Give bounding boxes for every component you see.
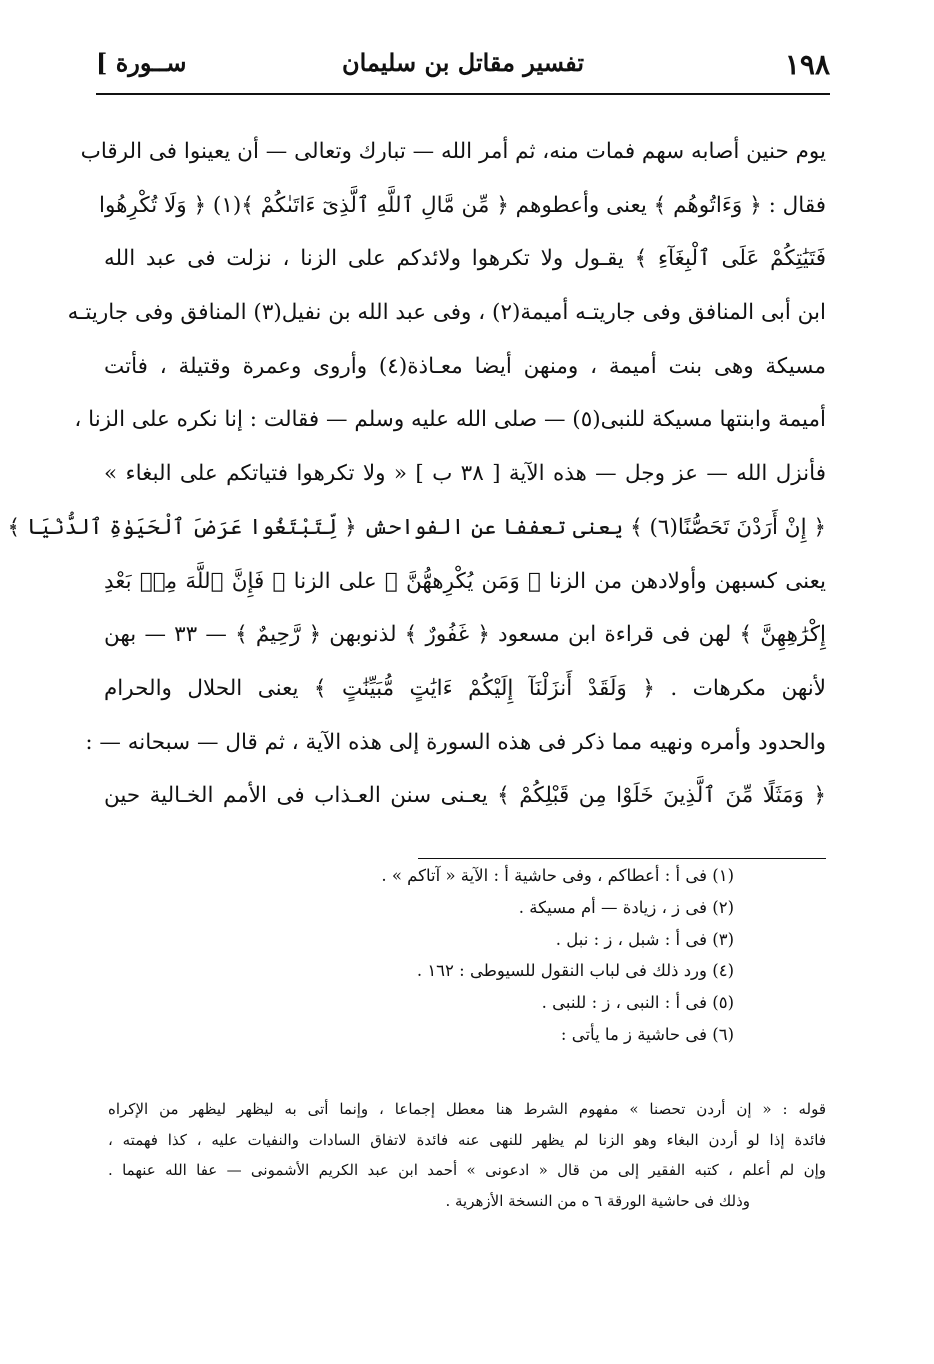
text-line: ﴿ إِنْ أَرَدْنَ تَحَصُّنًا(٦) ﴾ يعنى تعففا عن الفواحش ﴿ لِّتَبْتَغُوا عَرَضَ ٱلْحَيَوٰةِ ٱلدُّنْيَا ﴾: [7, 514, 826, 540]
footnote: (٣) فى أ : شبل ، ز : نبل .: [555, 929, 734, 949]
text-line: فقال : ﴿ وَءَاتُوهُم ﴾ يعنى وأعطوهم ﴿ مِّن مَّالِ ٱللَّهِ ٱلَّذِىٓ ءَاتَىٰكُمْ ﴾(١) ﴿ وَلَا تُكْرِهُوا: [99, 192, 826, 218]
footnote: (٢) فى ز ، زيادة — أم مسيكة .: [518, 897, 734, 917]
margin-commentary: [108, 1094, 826, 1216]
surah-label: [ ســورة: [96, 48, 187, 77]
running-title: تفسير مقاتل بن سليمان: [341, 48, 585, 77]
text-line: فأنزل الله — عز وجل — هذه الآية [ ٣٨ ب ] « ولا تكرهوا فتياتكم على البغاء »: [104, 461, 826, 487]
main-text: [7, 125, 826, 823]
text-line: ﴿ وَمَثَلًا مِّنَ ٱلَّذِينَ خَلَوْا مِن قَبْلِكُمْ ﴾ يعـنى سنن العـذاب فى الأمم الخـالية حين: [104, 783, 826, 809]
commentary-line: وذلك فى حاشية الورقة ٦ ه من النسخة الأزهرية .: [445, 1191, 750, 1210]
header-rule: [96, 93, 830, 95]
footnote: (٥) فى أ : النبى ، ز : للنبى .: [541, 993, 734, 1013]
text-line: يعنى كسبهن وأولادهن من الزنا ﴿ وَمَن يُكْرِههُّنَّ ﴾ على الزنا ﴿ فَإِنَّ ٱللَّهَ مِنۢ بَعْدِ: [104, 568, 826, 594]
footnote: (١) فى أ : أعطاكم ، وفى حاشية أ : الآية « آتاكم » .: [381, 866, 734, 885]
text-line: يوم حنين أصابه سهم فمات منه، ثم أمر الله — تبارك وتعالى — أن يعينوا فى الرقاب: [80, 139, 826, 164]
commentary-line: قوله : « إن أردن تحصنا » مفهوم الشرط هنا معطل إجماعا ، وإنما أتى به ليظهر ليظهر من الإكراه: [108, 1100, 826, 1118]
footnote: (٦) فى حاشية ز ما يأتى :: [560, 1024, 734, 1044]
text-line: ابن أبى المنافق وفى جاريتـه أميمة(٢) ، وفى عبد الله بن نفيل(٣) المنافق وفى جاريتـه: [67, 300, 826, 326]
footnote: (٤) ورد ذلك فى لباب النقول للسيوطى : ١٦٢ .: [416, 961, 734, 981]
page-header: [96, 40, 830, 92]
commentary-line: فائدة إذا لو أردن البغاء وهو الزنا لم يظهر للنهى عنه فائدة لاتفاق السادات والنفيات عليه ، كذا فهمته ،: [108, 1130, 826, 1149]
text-line: لأنهن مكرهات . ﴿ وَلَقَدْ أَنزَلْنَآ إِلَيْكُمْ ءَايَٰتٍ مُّبَيِّنَٰتٍ ﴾ يعنى الحلال والحرام: [104, 675, 826, 701]
footnote-rule: [418, 858, 826, 859]
page-number: ١٩٨: [784, 48, 830, 81]
text-line: إِكْرَٰهِهِنَّ ﴾ لهن فى قراءة ابن مسعود ﴿ غَفُورٌ ﴾ لذنوبهن ﴿ رَّحِيمٌ ﴾ — ٣٣ — بهن: [104, 622, 826, 648]
text-line: فَتَيَٰتِكُمْ عَلَى ٱلْبِغَآءِ ﴾ يقـول ولا تكرهوا ولائدكم على الزنا ، نزلت فى عبد الله: [104, 246, 826, 272]
footnotes: [110, 860, 734, 1051]
text-line: والحدود وأمره ونهيه مما ذكر فى هذه السورة إلى هذه الآية ، ثم قال — سبحانه — :: [85, 729, 826, 755]
text-line: أميمة وابنتها مسيكة للنبى(٥) — صلى الله عليه وسلم — فقالت : إنا نكره على الزنا ،: [74, 407, 826, 433]
text-line: مسيكة وهى بنت أميمة ، ومنهن أيضا معـاذة(٤) وأروى وعمرة وقتيلة ، فأتت: [104, 353, 826, 379]
commentary-line: وإن لم أعلم ، كتبه الفقير إلى من قال « ادعونى » أحمد ابن عبد الكريم الأشمونى — عفا الله عنهما .: [108, 1161, 826, 1179]
